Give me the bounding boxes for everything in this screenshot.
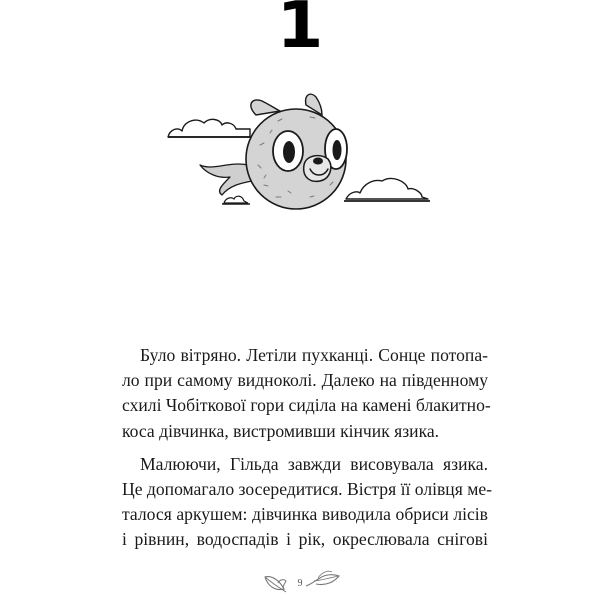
cloud-right-icon [344,179,430,201]
paragraph-1 [122,343,491,444]
text-line: талося аркушем: дівчинка виводила обриси лісів [122,504,488,525]
paragraph-2 [122,452,493,553]
text-line: Малюючи, Гільда завжди висовувала язика. [140,453,488,474]
page-number: 9 [297,578,303,589]
text-line: і рівнин, водоспадів і рік, окреслювала снігові [122,529,488,550]
creature-tail [200,164,252,195]
page-footer [0,570,600,600]
creature-nose [313,158,323,165]
text-line: коса дівчинка, вистромивши кінчик язика. [122,420,440,441]
cloud-left-icon [168,119,252,137]
leaf-left-icon [262,573,292,595]
text-line: схилі Чобіткової гори сиділа на камені блакитно- [122,395,491,416]
leaf-right-icon [304,570,342,592]
cloud-small-icon [222,196,250,204]
text-line: Це допомагало зосередитися. Вістря її олівця ме- [122,479,493,500]
illustration-flying-creature [160,85,440,215]
body-text [122,343,493,553]
paragraph-gap [122,444,488,452]
text-line: ло при самому видноколі. Далеко на південному [122,370,488,391]
chapter-number: 1 [276,0,324,63]
text-line: Було вітряно. Летіли пухканці. Сонце потопа- [140,345,488,365]
